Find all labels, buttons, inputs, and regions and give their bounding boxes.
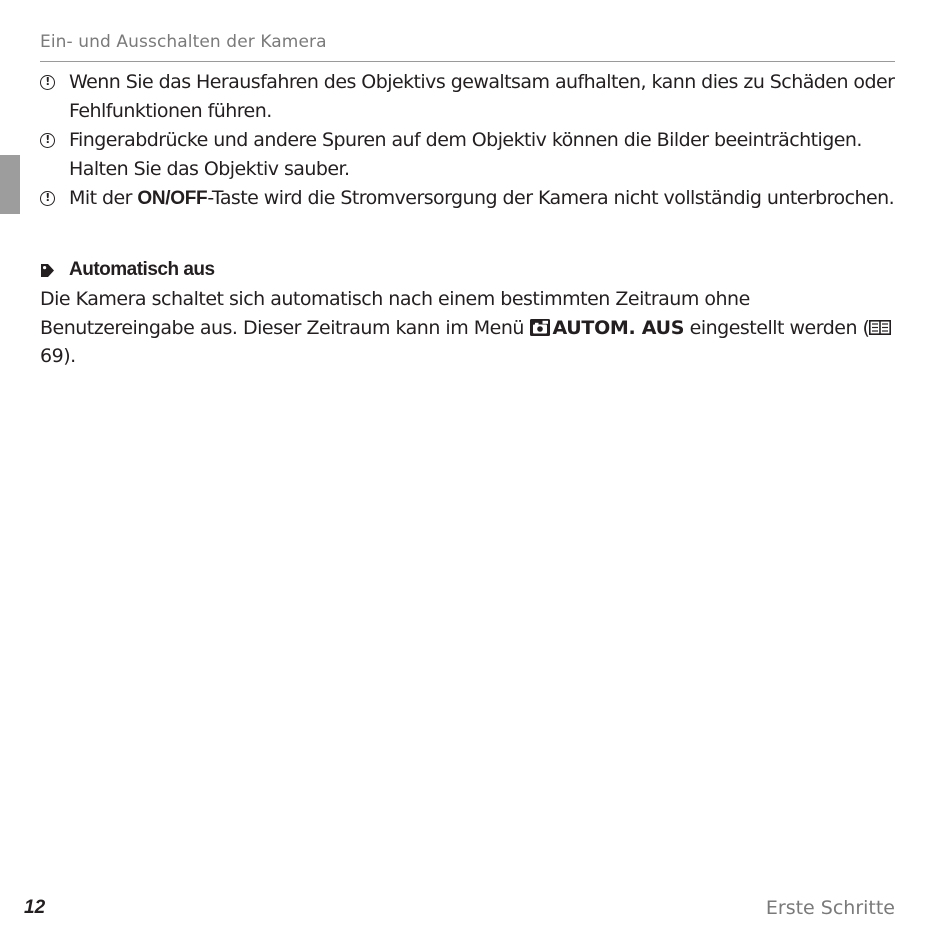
note-text-end: ).	[63, 345, 76, 367]
caution-text: Fingerabdrücke und andere Spuren auf dem Objektiv können die Bilder beeinträchtigen. Halten Sie das Objektiv sauber.	[69, 129, 862, 180]
note-title: Automatisch aus	[69, 259, 215, 280]
caution-item	[40, 184, 895, 213]
caution-text-after: -Taste wird die Stromversorgung der Kamera nicht vollständig unterbrochen.	[207, 187, 895, 209]
caution-item	[40, 68, 895, 126]
section-name: Erste Schritte	[765, 897, 895, 919]
chapter-side-tab	[0, 155, 20, 214]
caution-icon: !	[40, 191, 55, 206]
note-body	[40, 285, 900, 371]
caution-icon: !	[40, 75, 55, 90]
running-header: Ein- und Ausschalten der Kamera	[40, 32, 327, 52]
caution-text: Wenn Sie das Herausfahren des Objektivs gewaltsam aufhalten, kann dies zu Schäden oder Fehlfunktionen führen.	[69, 71, 895, 122]
header-rule	[40, 61, 895, 62]
note-heading	[40, 256, 215, 284]
note-icon	[40, 263, 55, 278]
note-text-after: eingestellt werden (	[684, 316, 870, 339]
caution-text-before: Mit der	[69, 187, 138, 209]
menu-item-autom-aus: AUTOM. AUS	[552, 316, 685, 339]
book-icon	[869, 320, 891, 335]
caution-icon: !	[40, 133, 55, 148]
caution-item	[40, 126, 895, 184]
page-reference: 69	[40, 345, 64, 367]
note-text-before: Die Kamera schaltet sich automatisch nach einem bestimmten Zeitraum ohne Benutzereingabe aus. Dieser Zeitraum kann im Menü	[40, 288, 750, 339]
caution-list	[40, 68, 895, 213]
on-off-key-label: ON/OFF	[137, 188, 208, 209]
setup-menu-icon	[530, 319, 550, 336]
page-number: 12	[24, 897, 46, 918]
